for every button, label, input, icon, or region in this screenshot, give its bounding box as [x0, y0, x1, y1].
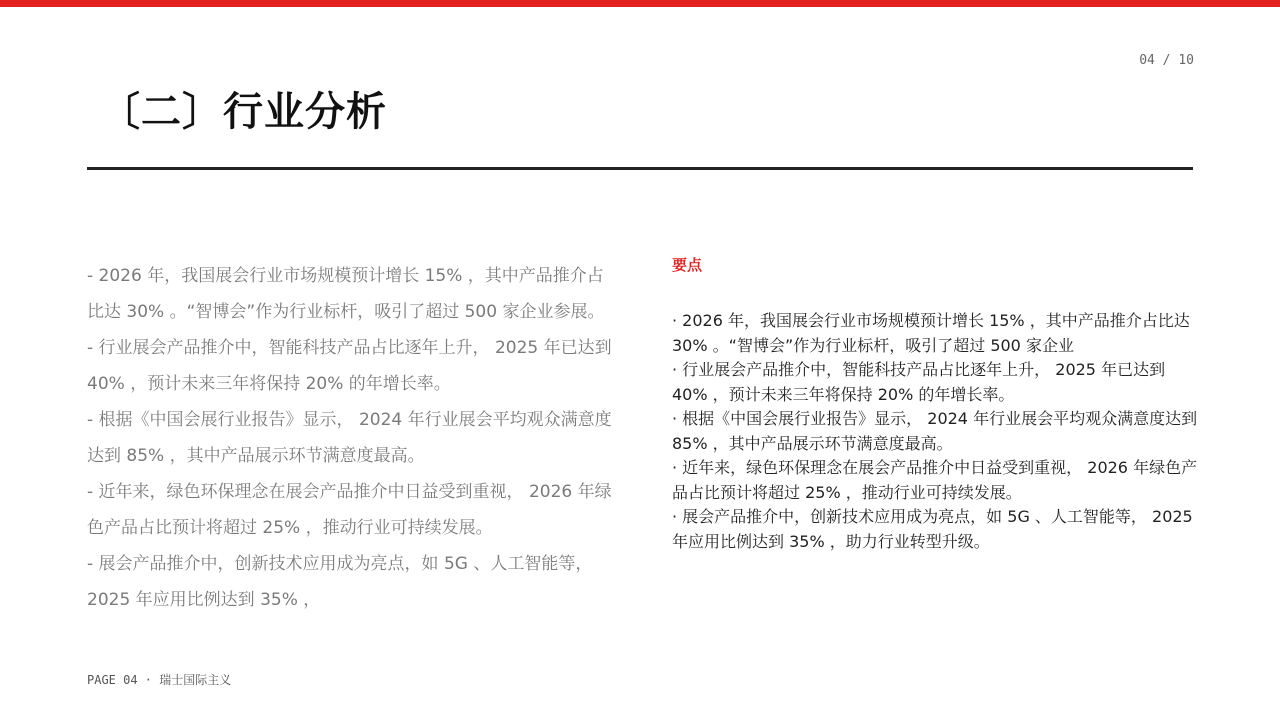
page-title: 〔二〕行业分析 — [100, 89, 387, 135]
body-text-column — [87, 258, 617, 686]
title-divider — [87, 167, 1193, 170]
body-paragraph: - 近年来，绿色环保理念在展会产品推介中日益受到重视， 2026 年绿色产品占比预计将超过 25% ，推动行业可持续发展。 — [87, 482, 612, 538]
key-point-item: · 2026 年，我国展会行业市场规模预计增长 15% ，其中产品推介占比达 30% 。“智博会”作为行业标杆，吸引了超过 500 家企业 — [672, 311, 1190, 355]
key-point-item: · 根据《中国会展行业报告》显示， 2024 年行业展会平均观众满意度达到 85% ，其中产品展示环节满意度最高。 — [672, 409, 1198, 453]
key-point-item: · 行业展会产品推介中，智能科技产品占比逐年上升， 2025 年已达到 40% ，预计未来三年将保持 20% 的年增长率。 — [672, 360, 1166, 404]
body-paragraph: - 展会产品推介中，创新技术应用成为亮点，如 5G 、人工智能等， 2025 年应用比例达到 35% ， — [87, 554, 593, 610]
body-paragraph: - 2026 年，我国展会行业市场规模预计增长 15% ，其中产品推介占比达 30% 。“智博会”作为行业标杆，吸引了超过 500 家企业参展。 — [87, 266, 605, 322]
key-point-item: · 近年来，绿色环保理念在展会产品推介中日益受到重视， 2026 年绿色产品占比预计将超过 25% ，推动行业可持续发展。 — [672, 458, 1198, 502]
body-paragraph: - 根据《中国会展行业报告》显示， 2024 年行业展会平均观众满意度达到 85% ，其中产品展示环节满意度最高。 — [87, 410, 612, 466]
top-accent-bar — [0, 0, 1280, 7]
page-footer: PAGE 04 · 瑞士国际主义 — [87, 673, 232, 687]
key-point-item: · 展会产品推介中，创新技术应用成为亮点，如 5G 、人工智能等， 2025 年应用比例达到 35% ，助力行业转型升级。 — [672, 507, 1193, 551]
body-paragraph: - 行业展会产品推介中，智能科技产品占比逐年上升， 2025 年已达到 40% ，预计未来三年将保持 20% 的年增长率。 — [87, 338, 612, 394]
key-points-heading: 要点 — [672, 256, 703, 274]
page-counter: 04 / 10 — [1139, 53, 1194, 68]
key-points-panel — [672, 254, 1202, 554]
